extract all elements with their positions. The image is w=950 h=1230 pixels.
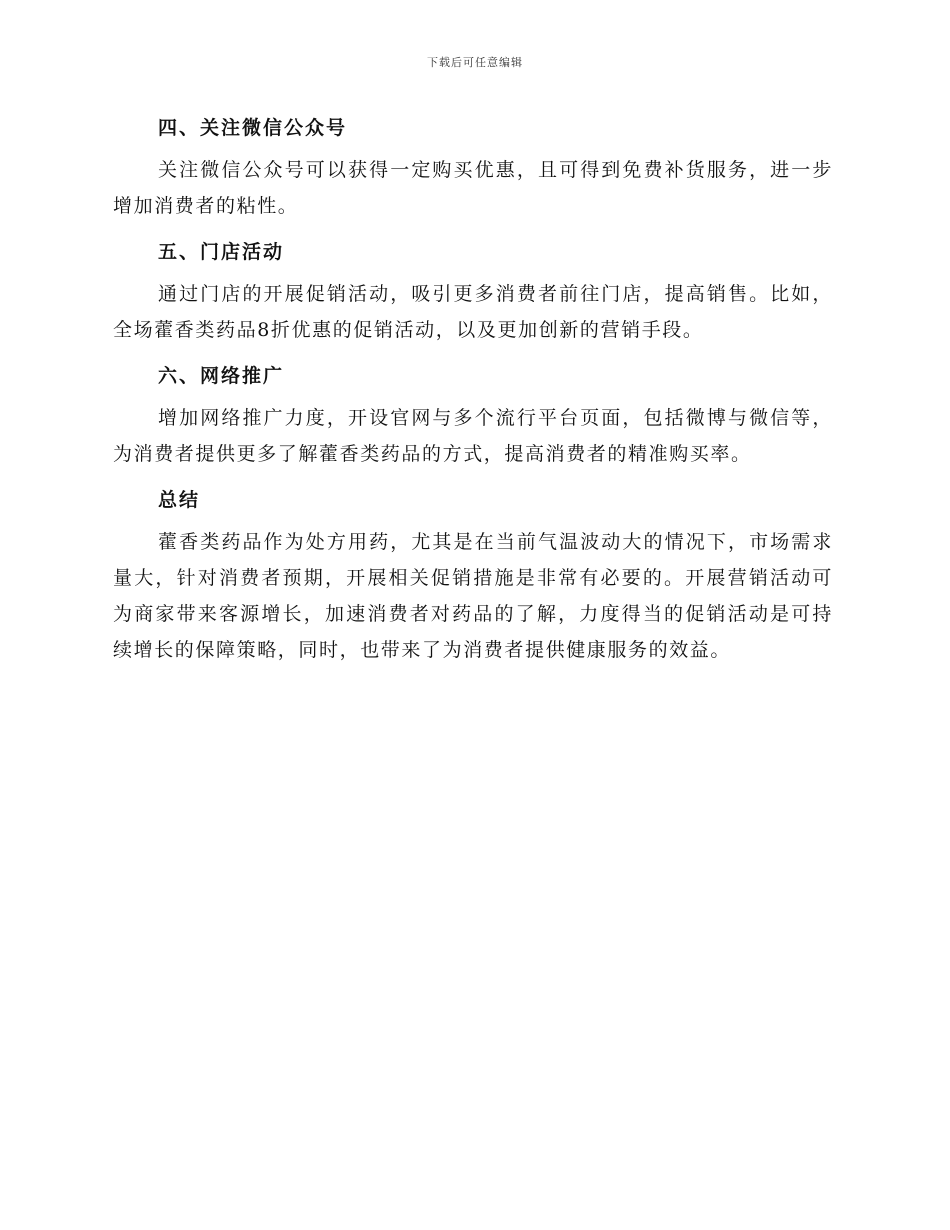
section-heading: 五、门店活动 <box>158 241 285 263</box>
section-heading: 总结 <box>158 489 201 511</box>
section-summary <box>113 484 833 668</box>
section-paragraph: 藿香类药品作为处方用药，尤其是在当前气温波动大的情况下，市场需求量大，针对消费者预期，开展相关促销措施是非常有必要的。开展营销活动可为商家带来客源增长，加速消费者对药品的了解，力度得当的促销活动是可持续增长的保障策略，同时，也带来了为消费者提供健康服务的效益。 <box>113 531 833 661</box>
section-online-promotion <box>113 360 833 472</box>
section-paragraph: 通过门店的开展促销活动，吸引更多消费者前往门店，提高销售。比如，全场藿香类药品8折优惠的促销活动，以及更加创新的营销手段。 <box>113 283 833 341</box>
section-heading: 四、关注微信公众号 <box>158 117 348 139</box>
header-note: 下载后可任意编辑 <box>427 56 523 69</box>
section-heading: 六、网络推广 <box>158 365 285 387</box>
document-content <box>113 112 833 680</box>
section-wechat <box>113 112 833 224</box>
section-paragraph: 增加网络推广力度，开设官网与多个流行平台页面，包括微博与微信等，为消费者提供更多了解藿香类药品的方式，提高消费者的精准购买率。 <box>113 407 833 465</box>
section-store-activity <box>113 236 833 348</box>
section-paragraph: 关注微信公众号可以获得一定购买优惠，且可得到免费补货服务，进一步增加消费者的粘性。 <box>113 159 833 217</box>
